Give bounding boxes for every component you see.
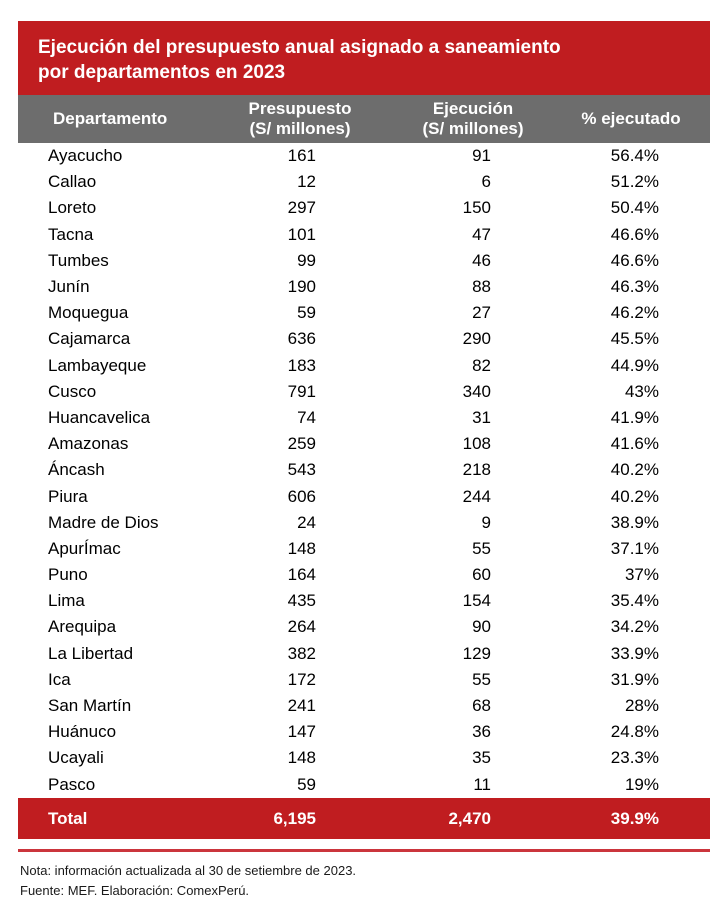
execution-value: 68 xyxy=(472,696,491,716)
table-header xyxy=(18,95,710,143)
percent-value: 44.9% xyxy=(610,355,659,375)
execution-value: 218 xyxy=(462,460,491,480)
table-row xyxy=(18,274,710,300)
table-row xyxy=(18,353,710,379)
table-row xyxy=(18,562,710,588)
execution-value: 90 xyxy=(472,617,491,637)
department-name: Loreto xyxy=(48,198,97,218)
table-row xyxy=(18,641,710,667)
percent-value: 40.2% xyxy=(610,460,659,480)
column-header-presupuesto xyxy=(206,99,394,139)
percent-value: 23.3% xyxy=(610,748,659,768)
percent-value: 56.4% xyxy=(610,146,659,166)
note-text: Nota: información actualizada al 30 de setiembre de 2023. xyxy=(20,863,357,878)
department-name: Tumbes xyxy=(48,250,109,270)
budget-value: 241 xyxy=(287,696,316,716)
table-row xyxy=(18,614,710,640)
budget-value: 636 xyxy=(287,329,316,349)
table-row xyxy=(18,405,710,431)
budget-value: 172 xyxy=(287,669,316,689)
percent-value: 46.6% xyxy=(610,224,659,244)
percent-value: 37% xyxy=(624,565,659,585)
table-row xyxy=(18,457,710,483)
total-execution-value: 2,470 xyxy=(448,808,491,828)
execution-value: 31 xyxy=(472,407,491,427)
table-row xyxy=(18,222,710,248)
percent-value: 37.1% xyxy=(610,538,659,558)
percent-value: 46.6% xyxy=(610,250,659,270)
budget-value: 148 xyxy=(287,748,316,768)
execution-value: 340 xyxy=(462,381,491,401)
department-name: ApurÍmac xyxy=(48,538,121,558)
table-body xyxy=(18,143,710,798)
department-name: Ica xyxy=(48,669,71,689)
budget-value: 382 xyxy=(287,643,316,663)
table-row xyxy=(18,536,710,562)
table-row xyxy=(18,326,710,352)
execution-value: 60 xyxy=(472,565,491,585)
budget-value: 99 xyxy=(297,250,316,270)
column-header-presupuesto-line2: (S/ millones) xyxy=(249,119,351,138)
total-label: Total xyxy=(48,808,88,828)
department-name: Ucayali xyxy=(48,748,104,768)
table-row xyxy=(18,745,710,771)
budget-value: 435 xyxy=(287,591,316,611)
table-row xyxy=(18,379,710,405)
execution-value: 290 xyxy=(462,329,491,349)
department-name: Junín xyxy=(48,277,90,297)
department-name: Amazonas xyxy=(48,434,129,454)
execution-value: 82 xyxy=(472,355,491,375)
budget-value: 148 xyxy=(287,538,316,558)
table-row xyxy=(18,588,710,614)
budget-value: 297 xyxy=(287,198,316,218)
department-name: Arequipa xyxy=(48,617,117,637)
budget-value: 606 xyxy=(287,486,316,506)
department-name: La Libertad xyxy=(48,643,134,663)
table-row xyxy=(18,248,710,274)
budget-value: 190 xyxy=(287,277,316,297)
percent-value: 33.9% xyxy=(610,643,659,663)
table-row xyxy=(18,772,710,798)
execution-value: 46 xyxy=(472,250,491,270)
department-name: San Martín xyxy=(48,696,132,716)
table-row xyxy=(18,719,710,745)
table-row xyxy=(18,667,710,693)
budget-value: 259 xyxy=(287,434,316,454)
execution-value: 35 xyxy=(472,748,491,768)
table-row xyxy=(18,300,710,326)
percent-value: 45.5% xyxy=(610,329,659,349)
total-percent-value: 39.9% xyxy=(610,808,659,828)
department-name: Callao xyxy=(48,172,97,192)
execution-value: 11 xyxy=(473,774,491,794)
department-name: Piura xyxy=(48,486,88,506)
column-header-ejecucion-line2: (S/ millones) xyxy=(422,119,524,138)
budget-value: 12 xyxy=(297,172,316,192)
percent-value: 24.8% xyxy=(610,722,659,742)
percent-value: 34.2% xyxy=(610,617,659,637)
execution-value: 27 xyxy=(472,303,491,323)
execution-value: 108 xyxy=(462,434,491,454)
percent-value: 41.9% xyxy=(610,407,659,427)
budget-value: 264 xyxy=(287,617,316,637)
percent-value: 31.9% xyxy=(610,669,659,689)
budget-value: 791 xyxy=(287,381,316,401)
table-row xyxy=(18,483,710,509)
department-name: Lima xyxy=(48,591,85,611)
percent-value: 38.9% xyxy=(610,512,659,532)
department-name: Moquegua xyxy=(48,303,129,323)
budget-value: 101 xyxy=(287,224,316,244)
percent-value: 41.6% xyxy=(610,434,659,454)
table-row xyxy=(18,431,710,457)
percent-value: 28% xyxy=(624,696,659,716)
column-header-ejecucion xyxy=(394,99,552,139)
percent-value: 35.4% xyxy=(610,591,659,611)
percent-value: 46.2% xyxy=(610,303,659,323)
total-row xyxy=(18,798,710,839)
footnotes xyxy=(20,861,356,901)
table-row xyxy=(18,693,710,719)
department-name: Huancavelica xyxy=(48,407,151,427)
separator-line xyxy=(18,849,710,852)
total-budget-value: 6,195 xyxy=(273,808,316,828)
budget-value: 59 xyxy=(297,303,316,323)
execution-value: 9 xyxy=(481,512,491,532)
percent-value: 19% xyxy=(624,774,659,794)
column-header-presupuesto-line1: Presupuesto xyxy=(248,99,352,118)
department-name: Pasco xyxy=(48,774,96,794)
title-line-1: Ejecución del presupuesto anual asignado a saneamiento xyxy=(38,37,561,58)
table-row xyxy=(18,169,710,195)
execution-value: 129 xyxy=(462,643,491,663)
table-row xyxy=(18,510,710,536)
percent-value: 40.2% xyxy=(610,486,659,506)
table-row xyxy=(18,143,710,169)
execution-value: 88 xyxy=(472,277,491,297)
title-line-2: por departamentos en 2023 xyxy=(38,62,286,83)
execution-value: 6 xyxy=(481,172,491,192)
percent-value: 51.2% xyxy=(610,172,659,192)
department-name: Cusco xyxy=(48,381,97,401)
budget-value: 543 xyxy=(287,460,316,480)
department-name: Cajamarca xyxy=(48,329,131,349)
percent-value: 43% xyxy=(624,381,659,401)
percent-value: 50.4% xyxy=(610,198,659,218)
department-name: Madre de Dios xyxy=(48,512,159,532)
budget-value: 59 xyxy=(297,774,316,794)
budget-value: 24 xyxy=(297,512,316,532)
department-name: Tacna xyxy=(48,224,94,244)
execution-value: 55 xyxy=(472,538,491,558)
budget-value: 74 xyxy=(297,407,316,427)
column-header-departamento: Departamento xyxy=(53,109,168,128)
department-name: Lambayeque xyxy=(48,355,147,375)
execution-value: 244 xyxy=(462,486,491,506)
execution-value: 150 xyxy=(462,198,491,218)
budget-value: 164 xyxy=(287,565,316,585)
column-header-pct-ejecutado: % ejecutado xyxy=(581,109,681,128)
budget-value: 161 xyxy=(287,146,316,166)
budget-value: 183 xyxy=(287,355,316,375)
budget-value: 147 xyxy=(287,722,316,742)
department-name: Huánuco xyxy=(48,722,117,742)
execution-value: 91 xyxy=(472,146,491,166)
execution-value: 36 xyxy=(472,722,491,742)
title-banner xyxy=(18,21,710,95)
table-row xyxy=(18,195,710,221)
department-name: Áncash xyxy=(48,460,105,480)
department-name: Puno xyxy=(48,565,88,585)
column-header-ejecucion-line1: Ejecución xyxy=(432,99,514,118)
source-text: Fuente: MEF. Elaboración: ComexPerú. xyxy=(20,883,250,898)
percent-value: 46.3% xyxy=(610,277,659,297)
execution-value: 55 xyxy=(472,669,491,689)
department-name: Ayacucho xyxy=(48,146,123,166)
execution-value: 154 xyxy=(462,591,491,611)
execution-value: 47 xyxy=(472,224,491,244)
